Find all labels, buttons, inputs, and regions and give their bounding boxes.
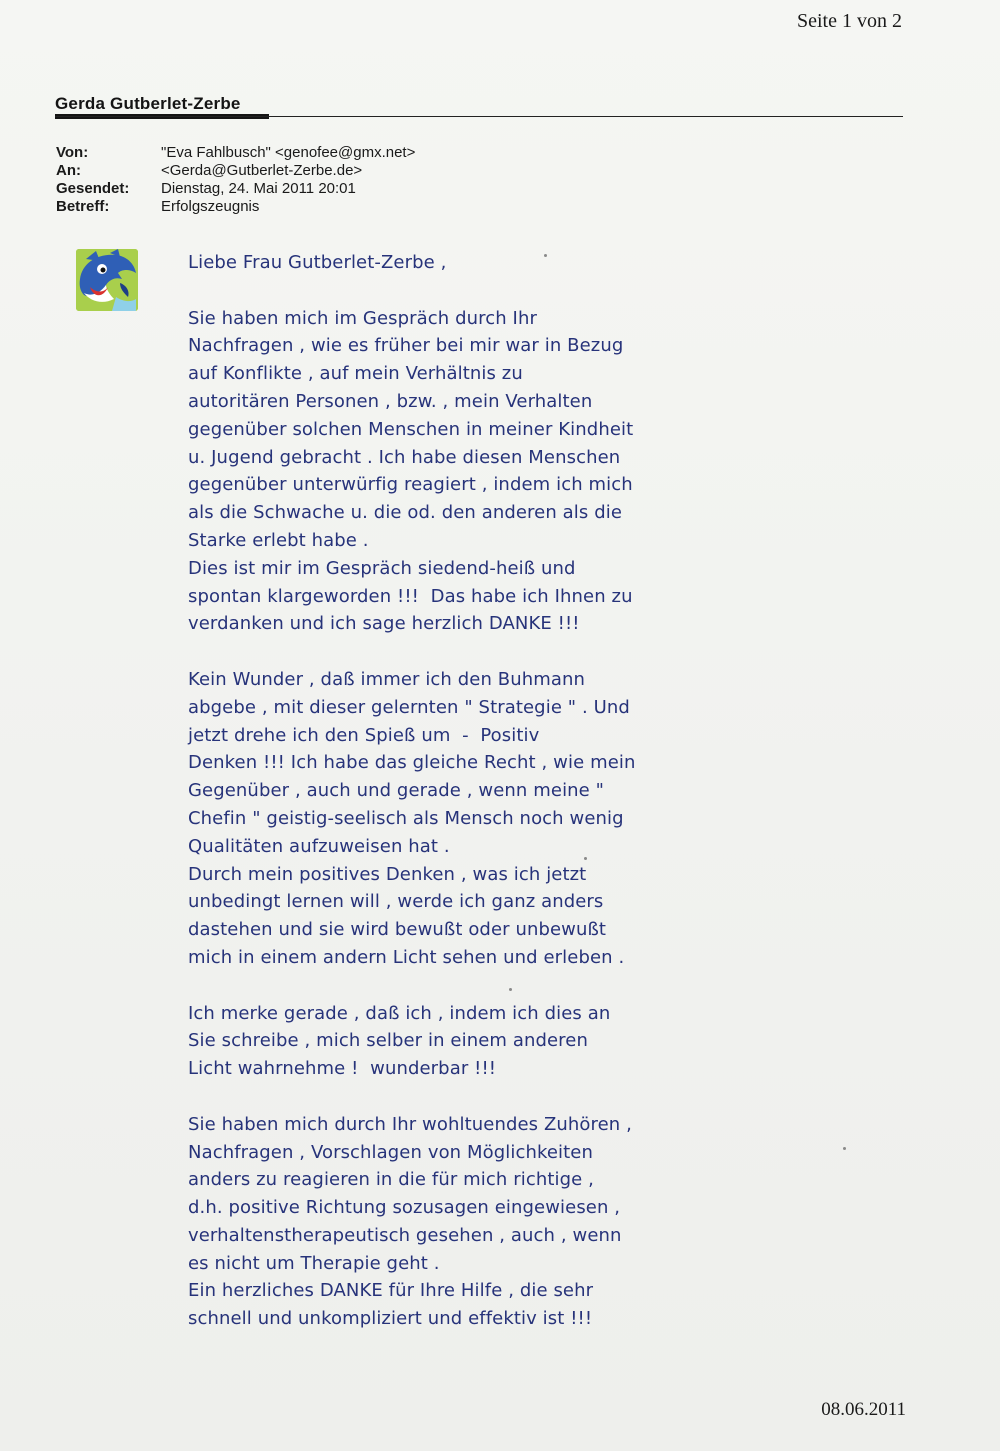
letter-line: auf Konflikte , auf mein Verhältnis zu <box>188 363 523 385</box>
letter-line: Gegenüber , auch und gerade , wenn meine " <box>188 780 605 802</box>
header-label: Von: <box>56 144 89 161</box>
letter-line: Kein Wunder , daß immer ich den Buhmann <box>188 668 586 690</box>
email-headers <box>56 144 415 216</box>
header-label: An: <box>56 162 81 179</box>
letter-line: Durch mein positives Denken , was ich jetzt <box>188 863 587 885</box>
header-value: Erfolgszeugnis <box>161 198 260 215</box>
paper-speck <box>544 254 547 257</box>
avatar <box>76 249 138 311</box>
letter-line: Ich merke gerade , daß ich , indem ich dies an <box>188 1002 611 1024</box>
header-value: <Gerda@Gutberlet-Zerbe.de> <box>161 162 363 179</box>
letter-line: autoritären Personen , bzw. , mein Verhalten <box>188 390 593 412</box>
header-row-sent <box>56 180 415 198</box>
letter-body <box>188 249 668 1361</box>
letter-line: Qualitäten aufzuweisen hat . <box>188 835 450 857</box>
letter-paragraph <box>188 1111 668 1333</box>
letter-line: Sie haben mich im Gespräch durch Ihr <box>188 307 537 329</box>
header-label: Betreff: <box>56 198 110 215</box>
page-number: Seite 1 von 2 <box>797 10 902 32</box>
letter-line: Licht wahrnehme ! wunderbar !!! <box>188 1058 497 1080</box>
letter-line: Ein herzliches DANKE für Ihre Hilfe , die sehr <box>188 1280 594 1302</box>
letter-line: Denken !!! Ich habe das gleiche Recht , wie mein <box>188 752 636 774</box>
letter-line: gegenüber solchen Menschen in meiner Kindheit <box>188 418 634 440</box>
letter-line: verhaltenstherapeutisch gesehen , auch , wenn <box>188 1224 622 1246</box>
letter-greeting <box>188 249 668 277</box>
letter-line: u. Jugend gebracht . Ich habe diesen Menschen <box>188 446 621 468</box>
letter-line: es nicht um Therapie geht . <box>188 1252 440 1274</box>
letter-line: Nachfragen , wie es früher bei mir war in Bezug <box>188 335 624 357</box>
paper-speck <box>509 988 512 991</box>
letter-line: spontan klargeworden !!! Das habe ich Ihnen zu <box>188 585 633 607</box>
letter-paragraph <box>188 1000 668 1083</box>
letter-line: Dies ist mir im Gespräch siedend-heiß und <box>188 557 576 579</box>
letter-line: Sie haben mich durch Ihr wohltuendes Zuhören , <box>188 1113 632 1135</box>
letter-line: Nachfragen , Vorschlagen von Möglichkeiten <box>188 1141 593 1163</box>
letter-line: anders zu reagieren in die für mich richtige , <box>188 1169 594 1191</box>
paper-speck <box>584 857 587 860</box>
letter-paragraph <box>188 666 668 972</box>
header-value: "Eva Fahlbusch" <genofee@gmx.net> <box>161 144 416 161</box>
header-row-to <box>56 162 415 180</box>
letter-line: Starke erlebt habe . <box>188 529 369 551</box>
letter-line: Liebe Frau Gutberlet-Zerbe , <box>188 252 447 273</box>
header-label: Gesendet: <box>56 180 130 197</box>
letter-line: dastehen und sie wird bewußt oder unbewußt <box>188 919 607 941</box>
letter-paragraph <box>188 305 668 639</box>
letter-line: jetzt drehe ich den Spieß um - Positiv <box>188 724 540 746</box>
letter-line: abgebe , mit dieser gelernten " Strategie " . Und <box>188 696 630 718</box>
letter-line: mich in einem andern Licht sehen und erleben . <box>188 946 625 968</box>
header-divider <box>55 116 903 117</box>
letter-line: als die Schwache u. die od. den anderen als die <box>188 502 623 524</box>
sender-title: Gerda Gutberlet-Zerbe <box>55 94 241 113</box>
letter-line: verdanken und ich sage herzlich DANKE !!! <box>188 613 580 635</box>
header-row-subject <box>56 198 415 216</box>
dolphin-icon <box>76 249 138 311</box>
header-row-from <box>56 144 415 162</box>
letter-line: Chefin " geistig-seelisch als Mensch noch wenig <box>188 807 624 829</box>
letter-line: schnell und unkompliziert und effektiv ist !!! <box>188 1308 593 1330</box>
letter-line: gegenüber unterwürfig reagiert , indem ich mich <box>188 474 633 496</box>
header-value: Dienstag, 24. Mai 2011 20:01 <box>161 180 356 197</box>
print-date: 08.06.2011 <box>821 1399 906 1420</box>
paper-speck <box>843 1147 846 1150</box>
letter-line: unbedingt lernen will , werde ich ganz anders <box>188 891 604 913</box>
letter-line: Sie schreibe , mich selber in einem anderen <box>188 1030 588 1052</box>
letter-line: d.h. positive Richtung sozusagen eingewiesen , <box>188 1197 621 1219</box>
